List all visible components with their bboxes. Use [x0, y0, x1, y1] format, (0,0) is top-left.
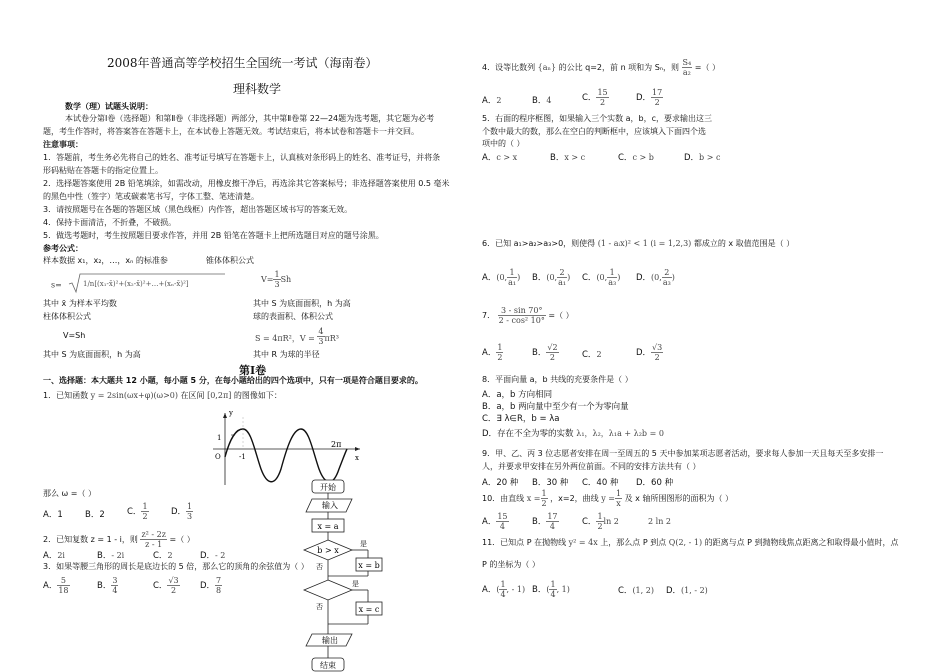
option-label: C． — [127, 507, 142, 517]
option-a[interactable]: A．c > x — [482, 153, 518, 163]
x-tick-label: -1 — [239, 453, 246, 461]
option-c[interactable]: C．∃ λ∈R，b = λa — [482, 414, 560, 424]
option-a[interactable]: A．( $\frac{1}{4}$ , - 1) — [482, 580, 526, 599]
option-d[interactable]: D． $\frac{7}{8}$ — [200, 576, 222, 595]
instructions-heading: 数学（理）试题头说明： — [65, 102, 153, 111]
question-2: 2．已知复数 z = 1 - i，则 $\frac{\text{z² - 2z}}{z - 1}$ =（ ） — [43, 530, 195, 549]
option-c[interactable]: C． $\frac{1}{2}$ — [127, 502, 148, 521]
y-axis-arrow — [223, 413, 227, 418]
cone-volume-formula: V= $\frac{1}{3}$ Sh — [261, 270, 292, 289]
std-dev-formula: s= 1/n[(x₁-x̄)²+(x₂-x̄)²+…+(xₙ-x̄)²] — [51, 272, 227, 294]
option-d[interactable]: D． $\frac{√3}{2}$ — [636, 343, 663, 362]
question-7: 7． $\frac{3 - \sin 70^\circ}{\text{2 - cos² 10°}}$ =（ ） — [482, 306, 574, 325]
sphere-formula: S = 4πR²，V = $\frac{4}{3}$ πR³ — [255, 327, 340, 346]
formula-text: 其中 S 为底面面积，h 为高 — [43, 350, 141, 359]
question-text: 在区间 — [180, 391, 205, 400]
instruction-line: 3．请按照题号在各题的答题区域（黑色线框）内作答，超出答题区域书写的答案无效。 — [43, 205, 353, 214]
option-label: D． — [171, 507, 187, 517]
option-a[interactable]: A． $\frac{5}{18}$ — [43, 576, 69, 595]
option-b[interactable]: B．( $\frac{1}{4}$ , 1) — [532, 580, 570, 599]
option-d[interactable]: D．- 2 — [200, 551, 226, 561]
question-text: 2．已知复数 z = 1 - i，则 — [43, 535, 138, 544]
instruction-line: 1．答题前，考生务必先将自己的姓名、准考证号填写在答题卡上，认真核对条形码上的姓名、准考证号，并将条 — [43, 153, 441, 162]
question-text: 及 x 轴所围图形的面积为（ ） — [624, 494, 733, 503]
page-subtitle: 理科数学 — [233, 82, 282, 96]
question-4: 4．设等比数列 {aₙ} 的公比 q=2，前 n 项和为 Sₙ，则 $\frac{\text{S₄}}{\text{a₂}}$ =（ ） — [482, 58, 721, 77]
option-c[interactable]: C． $\frac{1}{2}$ ln 2 — [582, 512, 619, 531]
option-c[interactable]: C． $\frac{15}{2}$ — [582, 88, 608, 107]
question-1: 1．已知函数 y = 2sin(ωx+φ)(ω>0) 在区间 [0,2π] 的图像如下： — [43, 391, 282, 400]
formula-text: 其中 S 为底面面积，h 为高 — [253, 299, 351, 308]
formula-text: 样本数据 x₁，x₂，…，xₙ 的标准参 — [43, 256, 168, 265]
option-a[interactable]: A． $\frac{15}{4}$ — [482, 512, 508, 531]
question-text: =（ ） — [548, 311, 574, 320]
option-b[interactable]: B．4 — [532, 96, 552, 106]
option-c[interactable]: C．(0, $\frac{1}{\text{a₃}}$ ) — [582, 268, 621, 287]
option-a[interactable]: A．(0, $\frac{1}{\text{a₁}}$ ) — [482, 268, 521, 287]
option-d[interactable]: D．60 种 — [636, 478, 674, 488]
flowchart-assign-a-label: x = a — [317, 522, 339, 531]
option-d[interactable]: D．b > c — [684, 153, 721, 163]
section-heading: 一、选择题：本大题共 12 小题，每小题 5 分，在每小题给出的四个选项中，只有一项是符合题目要求的。 — [43, 376, 423, 385]
formula-text: V=Sh — [63, 331, 86, 340]
option-c[interactable]: C．(1, 2) — [618, 586, 654, 596]
flowchart-output-label: 输出 — [322, 636, 338, 645]
flowchart-decision-blank — [304, 580, 352, 600]
question-text: 上，那么点 P 到点 — [600, 538, 667, 547]
question-text: =（ ） — [169, 535, 195, 544]
question-text: 的图像如下： — [233, 391, 282, 400]
option-c[interactable]: C．2 — [153, 551, 173, 561]
flowchart-assign-b-label: x = b — [358, 561, 380, 570]
flowchart-input-label: 输入 — [322, 501, 338, 510]
formula-text: 其中 R 为球的半径 — [253, 350, 320, 359]
option-b[interactable]: B．- 2i — [97, 551, 125, 561]
option-b[interactable]: B．2 — [85, 510, 105, 520]
flowchart-yes-label: 是 — [352, 580, 359, 588]
instruction-line: 2．选择题答案使用 2B 铅笔填涂，如需改动，用橡皮擦干净后，再选涂其它答案标号；非选择题答案使用 0.5 毫米 — [43, 179, 450, 188]
formula-text: 锥体体积公式 — [206, 256, 254, 265]
question-text: 7． — [482, 311, 496, 320]
section-title: 第Ⅰ卷 — [239, 364, 267, 377]
option-b[interactable]: B．a，b 两向量中至少有一个为零向量 — [482, 402, 629, 412]
flowchart — [290, 474, 400, 672]
option-d[interactable]: D． $\frac{1}{3}$ — [171, 502, 193, 521]
option-a[interactable]: A． $\frac{1}{2}$ — [482, 343, 503, 362]
option-d[interactable]: D． $\frac{17}{2}$ — [636, 88, 663, 107]
instruction-line: 5．做选考题时，考生按照题目要求作答，并用 2B 铅笔在答题卡上把所选题目对应的题号涂黑。 — [43, 231, 384, 240]
sqrt-symbol — [67, 272, 227, 294]
y-label: y — [229, 409, 233, 417]
flowchart-no-label: 否 — [316, 603, 323, 611]
option-b[interactable]: B． $\frac{17}{4}$ — [532, 512, 558, 531]
question-10: 10．由直线 x = $\frac{1}{2}$ ，x=2，曲线 y = $\frac{1}{x}$ 及 x 轴所围图形的面积为（ ） — [482, 489, 733, 508]
option-a[interactable]: A．1 — [43, 510, 63, 520]
question-9-line: 人，并要求甲安排在另外两位前面。不同的安排方法共有（ ） — [482, 462, 701, 471]
flowchart-assign-c-label: x = c — [358, 605, 380, 614]
option-b[interactable]: B．30 种 — [532, 478, 569, 488]
question-text: 11．已知点 P 在抛物线 — [482, 538, 567, 547]
option-c[interactable]: C．2 — [582, 350, 602, 360]
x-label: x — [355, 454, 359, 462]
instruction-line: 题，考生作答时，将答案答在答题卡上，在本试卷上答题无效。考试结束后，将本试卷和答题卡一并交回。 — [43, 127, 419, 136]
question-6: 6．已知 a₁>a₂>a₃>0，则使得 (1 - aᵢx)² < 1 (i = 1,2,3) 都成立的 x 取值范围是（ ） — [482, 239, 795, 248]
question-text: 1．已知函数 — [43, 391, 89, 400]
option-b[interactable]: B．x > c — [550, 153, 586, 163]
flowchart-no-label: 否 — [316, 563, 323, 571]
option-d[interactable]: D．(0, $\frac{2}{\text{a₃}}$ ) — [636, 268, 675, 287]
question-5-line: 个数中最大的数，那么在空白的判断框中，应该填入下面四个选 — [482, 127, 706, 136]
option-b[interactable]: B． $\frac{3}{4}$ — [97, 576, 118, 595]
option-d[interactable]: D．(1, - 2) — [666, 586, 708, 596]
option-b[interactable]: B．(0, $\frac{2}{\text{a₁}}$ ) — [532, 268, 571, 287]
option-c[interactable]: C． $\frac{√3}{2}$ — [153, 576, 179, 595]
instruction-line: 的黑色中性（签字）笔或碳素笔书写，字体工整、笔迹清楚。 — [43, 192, 259, 201]
question-text: =（ ） — [694, 63, 721, 72]
option-a[interactable]: A．a，b 方向相同 — [482, 390, 553, 400]
question-1-ask: 那么 ω =（ ） — [43, 489, 97, 498]
question-text: 都成立的 x 取值范围是（ ） — [693, 239, 795, 248]
option-text: D．存在不全为零的实数 — [482, 429, 574, 439]
instruction-line: 4．保持卡面清洁，不折叠，不破损。 — [43, 218, 177, 227]
question-8: 8．平面向量 a，b 共线的充要条件是（ ） — [482, 375, 633, 384]
flowchart-decision-1-label: b > x — [317, 546, 339, 555]
flowchart-yes-label: 是 — [360, 540, 367, 548]
instruction-line: 本试卷分第Ⅰ卷（选择题）和第Ⅱ卷（非选择题）两部分，其中第Ⅱ卷第 22—24题为选考题，其它题为必考 — [65, 114, 435, 123]
question-11: 11．已知点 P 在抛物线 y² = 4x 上，那么点 P 到点 Q(2, - 1) 的距离与点 P 到抛物线焦点距离之和取得最小值时，点 — [482, 538, 899, 547]
option-a[interactable]: A．20 种 — [482, 478, 519, 488]
y-tick-label: 1 — [217, 434, 222, 442]
page-title: 2008年普通高等学校招生全国统一考试（海南卷） — [107, 56, 378, 70]
question-11-line: P 的坐标为（ ） — [482, 560, 540, 569]
option-d[interactable]: 2 ln 2 — [648, 517, 671, 526]
option-c[interactable]: C．40 种 — [582, 478, 619, 488]
formula-heading: 参考公式： — [43, 244, 83, 253]
question-5-line: 项中的（ ） — [482, 139, 525, 148]
question-9-line: 9．甲、乙、丙 3 位志愿者安排在周一至周五的 5 天中参加某项志愿者活动，要求每人参加一天且每天至多安排一 — [482, 449, 884, 458]
instruction-line: 注意事项： — [43, 140, 83, 149]
option-a[interactable]: A．2i — [43, 551, 65, 561]
question-text: 10．由直线 — [482, 494, 525, 503]
question-text: 的距离与点 P 到抛物线焦点距离之和取得最小值时，点 — [704, 538, 899, 547]
question-3: 3．如果等腰三角形的周长是底边长的 5 倍，那么它的顶角的余弦值为（ ） — [43, 562, 309, 571]
option-d[interactable]: D．存在不全为零的实数 λ₁，λ₂，λ₁a + λ₂b = 0 — [482, 429, 664, 439]
formula-text: 其中 x̄ 为样本平均数 — [43, 299, 117, 308]
question-text: 6．已知 a₁>a₂>a₃>0，则使得 — [482, 239, 596, 248]
option-c[interactable]: C．c > b — [618, 153, 654, 163]
flowchart-end-label: 结束 — [320, 661, 336, 670]
option-a[interactable]: A．2 — [482, 96, 502, 106]
x-tick-label: 2π — [331, 440, 342, 449]
origin-label: O — [215, 453, 221, 461]
question-5-line: 5．右面的程序框图，如果输入三个实数 a，b，c，要求输出这三 — [482, 114, 713, 123]
flowchart-start-label: 开始 — [320, 483, 336, 492]
question-text: 4．设等比数列 — [482, 63, 536, 72]
formula-text: 球的表面积、体积公式 — [253, 312, 333, 321]
x-axis-arrow — [355, 447, 360, 451]
question-text: 的公比 q=2，前 n 项和为 Sₙ，则 — [558, 63, 679, 72]
svg-text:1/n[(x₁-x̄)²+(x₂-x̄)²+…+(xₙ-x̄: 1/n[(x₁-x̄)²+(x₂-x̄)²+…+(xₙ-x̄)²] — [82, 280, 189, 288]
option-b[interactable]: B． $\frac{√2}{2}$ — [532, 343, 558, 362]
instruction-line: 形码粘贴在答题卡的指定位置上。 — [43, 166, 163, 175]
question-text: ，x=2，曲线 — [550, 494, 599, 503]
formula-text: 柱体体积公式 — [43, 312, 91, 321]
